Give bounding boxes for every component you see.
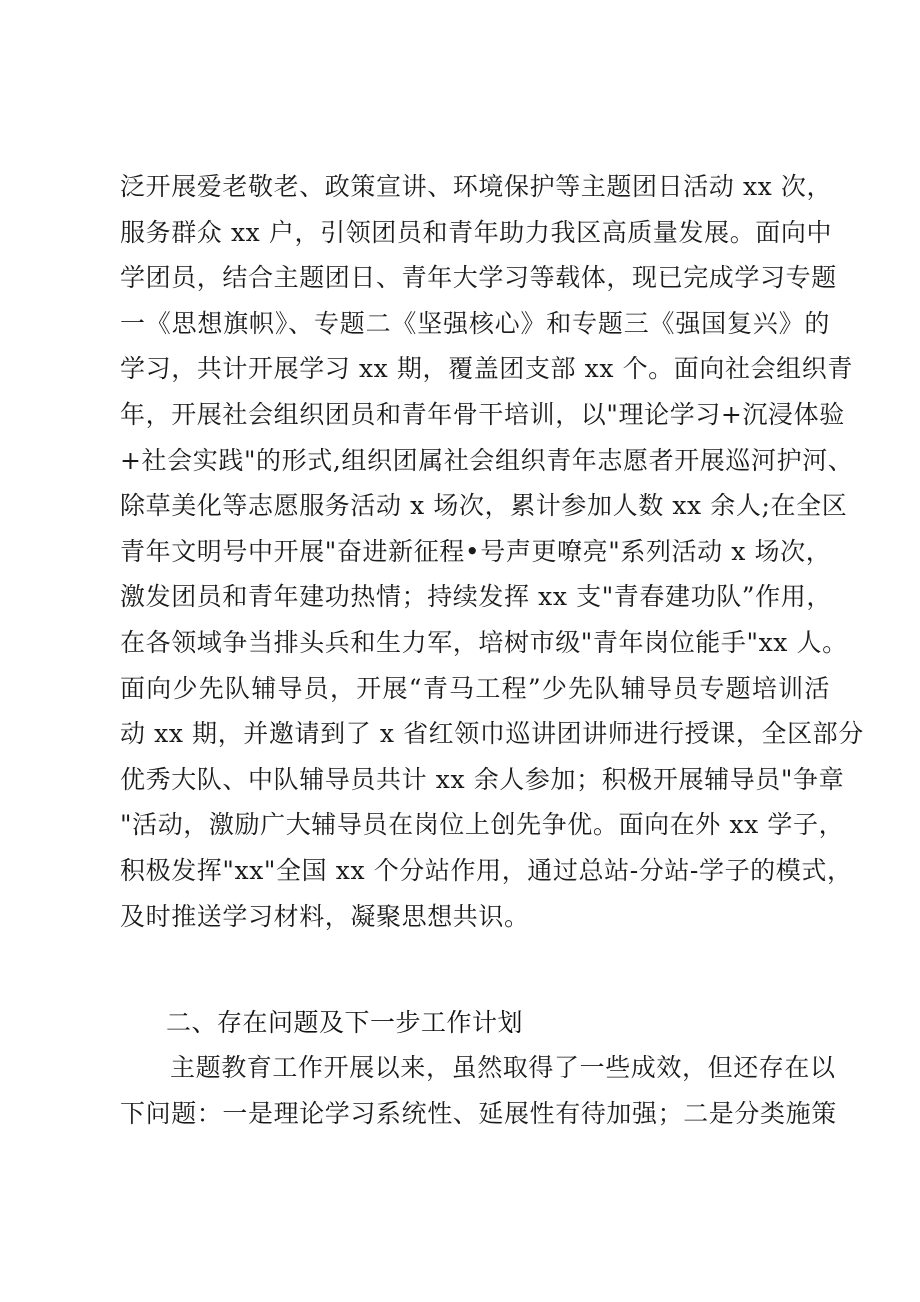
text-line: 学习，共计开展学习 xx 期，覆盖团支部 xx 个。面向社会组织青 xyxy=(120,354,853,384)
text-line: 在各领域争当排头兵和生力军，培树市级"青年岗位能手"xx 人。 xyxy=(120,627,848,657)
text-line: 服务群众 xx 户，引领团员和青年助力我区高质量发展。面向中 xyxy=(120,217,833,247)
text-line: 面向少先队辅导员，开展“青马工程”少先队辅导员专题培训活 xyxy=(120,673,830,703)
text-line: 主题教育工作开展以来，虽然取得了一些成效，但还存在以 xyxy=(170,1053,836,1082)
body-paragraph-2 xyxy=(120,1045,837,1136)
body-paragraph xyxy=(120,164,864,939)
text-line: 一《思想旗帜》、专题二《坚强核心》和专题三《强国复兴》的 xyxy=(120,308,830,338)
text-line: 下问题：一是理论学习系统性、延展性有待加强；二是分类施策 xyxy=(120,1098,837,1128)
text-line: 动 xx 期，并邀请到了 x 省红领巾巡讲团讲师进行授课，全区部分 xyxy=(120,719,864,749)
text-line: 泛开展爱老敬老、政策宣讲、环境保护等主题团日活动 xx 次， xyxy=(120,172,833,201)
text-line: 优秀大队、中队辅导员共计 xx 余人参加；积极开展辅导员"争章 xyxy=(120,764,845,794)
text-line: 学团员，结合主题团日、青年大学习等载体，现已完成学习专题 xyxy=(120,263,837,293)
text-line: 年，开展社会组织团员和青年骨干培训，以"理论学习+沉浸体验 xyxy=(120,399,845,429)
section-heading: 二、存在问题及下一步工作计划 xyxy=(166,1008,524,1037)
text-line: 青年文明号中开展"奋进新征程•号声更嘹亮"系列活动 x 场次， xyxy=(120,536,832,566)
text-line: 激发团员和青年建功热情；持续发挥 xx 支"青春建功队”作用， xyxy=(120,582,832,612)
text-line: 及时推送学习材料，凝聚思想共识。 xyxy=(120,901,530,931)
text-line: +社会实践"的形式,组织团属社会组织青年志愿者开展巡河护河、 xyxy=(120,445,854,475)
text-line: 积极发挥"xx"全国 xx 个分站作用，通过总站-分站-学子的模式， xyxy=(120,855,853,885)
text-line: "活动，激励广大辅导员在岗位上创先争优。面向在外 xx 学子， xyxy=(120,810,845,840)
text-line: 除草美化等志愿服务活动 x 场次，累计参加人数 xx 余人;在全区 xyxy=(120,491,848,521)
